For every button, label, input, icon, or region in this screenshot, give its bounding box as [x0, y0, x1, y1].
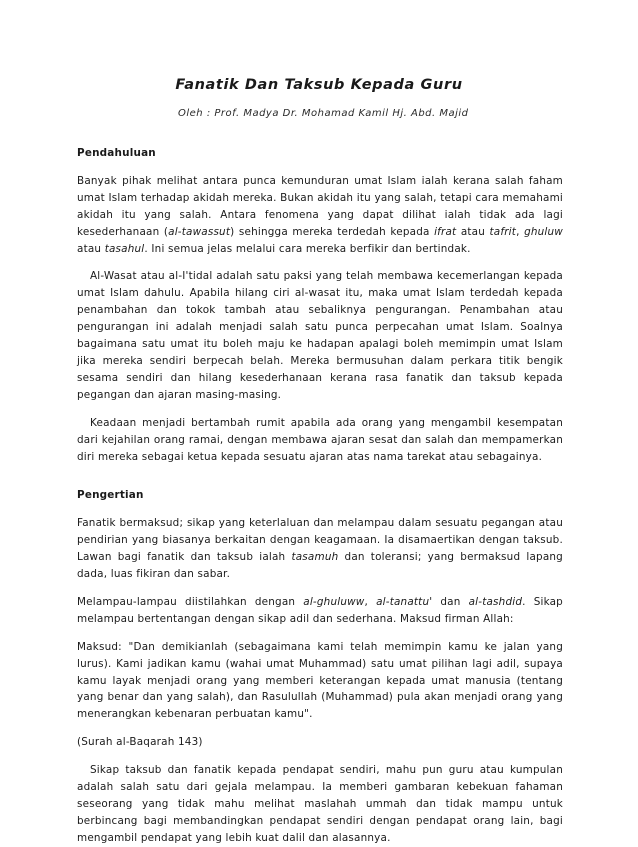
paragraph: Keadaan menjadi bertambah rumit apabila ada orang yang mengambil kesempatan dari kejahilan orang ramai, dengan membawa ajaran sesat dan salah dan mempamerkan diri mereka sebagai ketua kepada sesuatu ajaran atas nama tarekat atau sebagainya.	[77, 416, 563, 463]
paragraph: Banyak pihak melihat antara punca kemunduran umat Islam ialah kerana salah faham umat Islam terhadap akidah mereka. Bukan akidah itu yang salah, tetapi cara memahami akidah itu yang salah. Antara fenomena yang dapat dilihat ialah tidak ada lagi kesederhanaan (al-tawassut) sehingga mereka terdedah kepada ifrat atau tafrit, ghuluw atau tasahul. Ini semua jelas melalui cara mereka berfikir dan bertindak.	[77, 174, 563, 255]
section-heading-pengertian: Pengertian	[77, 489, 144, 502]
paragraph: Sikap taksub dan fanatik kepada pendapat sendiri, mahu pun guru atau kumpulan adalah salah satu dari gejala melampau. Ia memberi gambaran kebekuan fahaman seseorang yang tidak mahu melihat maslahah ummah dan tidak mampu untuk berbincang bagi membandingkan pendapat sendiri dengan pendapat orang lain, bagi mengambil pendapat yang lebih kuat dalil dan alasannya.	[77, 764, 563, 844]
paragraph: Fanatik bermaksud; sikap yang keterlaluan dan melampau dalam sesuatu pegangan atau pendirian yang biasanya berkaitan dengan keagamaan. Ia disamaertikan dengan taksub. Lawan bagi fanatik dan taksub ialah tasamuh dan toleransi; yang bermaksud lapang dada, luas fikiran dan sabar.	[77, 517, 563, 581]
section-heading-pendahuluan: Pendahuluan	[77, 147, 156, 159]
paragraph: Al-Wasat atau al-I'tidal adalah satu paksi yang telah membawa kecemerlangan kepada umat Islam dahulu. Apabila hilang ciri al-wasat itu, maka umat Islam terdedah kepada penambahan dan tokok tambah atau sebaliknya pengurangan. Penambahan atau pengurangan ini adalah menjadi salah satu punca perpecahan umat Islam. Soalnya bagaimana satu umat itu boleh maju ke hadapan apalagi boleh memimpin umat Islam jika mereka sendiri berpecah belah. Mereka bermusuhan dalam perkara titik bengik sesama sendiri dan hilang kesederhanaan kerana rasa fanatik dan taksub kepada pegangan dan ajaran masing-masing.	[77, 270, 563, 401]
document-body	[77, 145, 563, 847]
quote-reference: (Surah al-Baqarah 143)	[77, 736, 203, 749]
document-author: Oleh : Prof. Madya Dr. Mohamad Kamil Hj. Abd. Majid	[178, 108, 469, 119]
paragraph: Melampau-lampau diistilahkan dengan al-ghuluww, al-tanattu' dan al-tashdid. Sikap melampau bertentangan dengan sikap adil dan sederhana. Maksud firman Allah:	[77, 595, 563, 625]
document-title: Fanatik Dan Taksub Kepada Guru	[175, 77, 463, 93]
quote-paragraph: Maksud: "Dan demikianlah (sebagaimana kami telah memimpin kamu ke jalan yang lurus). Kami jadikan kamu (wahai umat Muhammad) satu umat pilihan lagi adil, supaya kamu layak menjadi orang yang memberi keterangan kepada umat manusia (tentang yang benar dan yang salah), dan Rasulullah (Muhammad) pula akan menjadi orang yang menerangkan kebenaran perbuatan kamu".	[77, 640, 563, 721]
